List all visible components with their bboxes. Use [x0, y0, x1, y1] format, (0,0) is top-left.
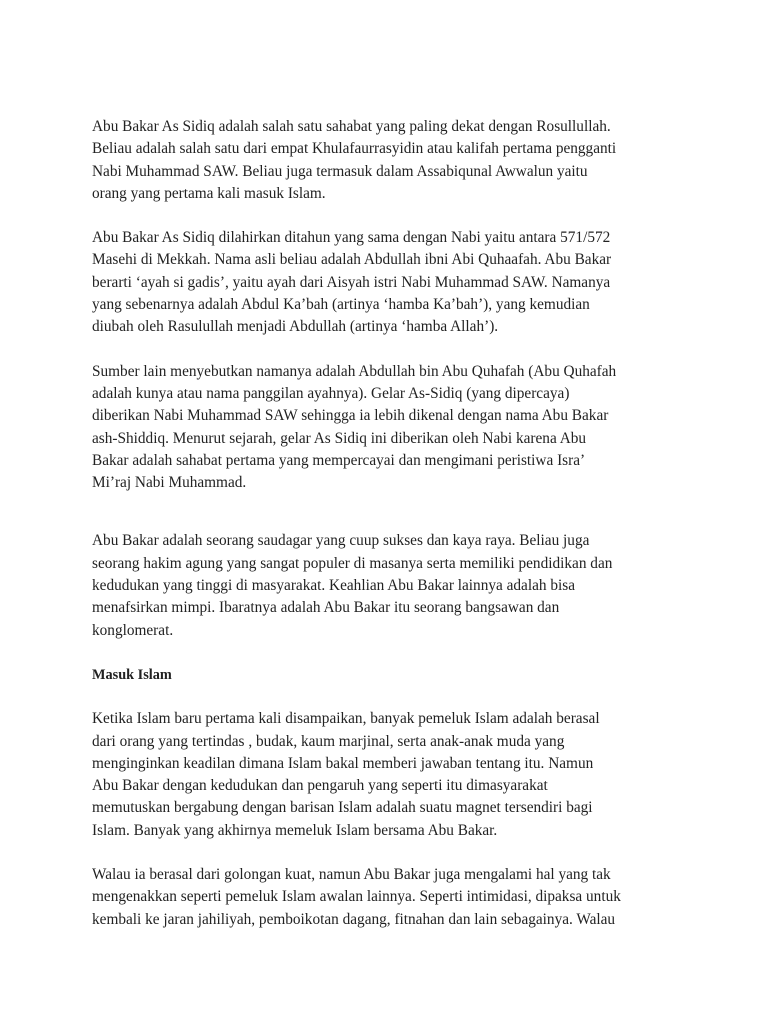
paragraph-line: Nabi Muhammad SAW. Beliau juga termasuk dalam Assabiqunal Awwalun yaitu	[92, 162, 588, 180]
paragraph-5	[92, 708, 712, 842]
paragraph-line: Masehi di Mekkah. Nama asli beliau adalah Abdullah ibni Abi Quhaafah. Abu Bakar	[92, 251, 612, 269]
paragraph-spacer	[92, 842, 712, 864]
paragraph-line: Ketika Islam baru pertama kali disampaikan, banyak pemeluk Islam adalah berasal	[92, 710, 600, 728]
paragraph-line: menafsirkan mimpi. Ibaratnya adalah Abu Bakar itu seorang bangsawan dan	[92, 599, 560, 617]
paragraph-1	[92, 116, 712, 205]
paragraph-line: Walau ia berasal dari golongan kuat, namun Abu Bakar juga mengalami hal yang tak	[92, 866, 611, 884]
paragraph-line: mengenakkan seperti pemeluk Islam awalan lainnya. Seperti intimidasi, dipaksa untuk	[92, 888, 621, 906]
section-heading	[92, 664, 712, 686]
paragraph-line: diubah oleh Rasulullah menjadi Abdullah (artinya ‘hamba Allah’).	[92, 318, 499, 336]
paragraph-line: kedudukan yang tinggi di masyarakat. Keahlian Abu Bakar lainnya adalah bisa	[92, 577, 575, 595]
paragraph-line: Mi’raj Nabi Muhammad.	[92, 474, 247, 492]
paragraph-spacer	[92, 494, 712, 530]
paragraph-line: Abu Bakar As Sidiq adalah salah satu sahabat yang paling dekat dengan Rosullullah.	[92, 118, 611, 135]
paragraph-line: memutuskan bergabung dengan barisan Islam adalah suatu magnet tersendiri bagi	[92, 799, 593, 817]
paragraph-4	[92, 530, 712, 641]
paragraph-6	[92, 864, 712, 931]
paragraph-line: Bakar adalah sahabat pertama yang mempercayai dan mengimani peristiwa Isra’	[92, 451, 586, 469]
paragraph-line: dari orang yang tertindas , budak, kaum marjinal, serta anak-anak muda yang	[92, 732, 565, 750]
paragraph-line: menginginkan keadilan dimana Islam bakal memberi jawaban tentang itu. Namun	[92, 754, 594, 772]
paragraph-line: Abu Bakar dengan kedudukan dan pengaruh yang seperti itu dimasyarakat	[92, 777, 548, 795]
paragraph-line: adalah kunya atau nama panggilan ayahnya). Gelar As-Sidiq (yang dipercaya)	[92, 384, 570, 402]
document-body	[92, 116, 712, 931]
paragraph-line: Abu Bakar As Sidiq dilahirkan ditahun yang sama dengan Nabi yaitu antara 571/572	[92, 229, 611, 247]
paragraph-line: seorang hakim agung yang sangat populer di masanya serta memiliki pendidikan dan	[92, 554, 613, 572]
paragraph-line: Abu Bakar adalah seorang saudagar yang cuup sukses dan kaya raya. Beliau juga	[92, 532, 590, 550]
paragraph-line: Sumber lain menyebutkan namanya adalah Abdullah bin Abu Quhafah (Abu Quhafah	[92, 362, 617, 380]
paragraph-line: yang sebenarnya adalah Abdul Ka’bah (artinya ‘hamba Ka’bah’), yang kemudian	[92, 296, 590, 314]
paragraph-3	[92, 361, 712, 495]
paragraph-2	[92, 227, 712, 338]
paragraph-line: Beliau adalah salah satu dari empat Khulafaurrasyidin atau kalifah pertama pengganti	[92, 140, 617, 158]
paragraph-line: Islam. Banyak yang akhirnya memeluk Islam bersama Abu Bakar.	[92, 821, 498, 839]
heading-text: Masuk Islam	[92, 666, 172, 683]
paragraph-spacer	[92, 642, 712, 664]
paragraph-line: berarti ‘ayah si gadis’, yaitu ayah dari Aisyah istri Nabi Muhammad SAW. Namanya	[92, 273, 611, 291]
paragraph-line: diberikan Nabi Muhammad SAW sehingga ia lebih dikenal dengan nama Abu Bakar	[92, 407, 609, 425]
paragraph-spacer	[92, 686, 712, 708]
paragraph-line: konglomerat.	[92, 621, 174, 639]
paragraph-line: kembali ke jaran jahiliyah, pemboikotan dagang, fitnahan dan lain sebagainya. Walau	[92, 910, 616, 928]
paragraph-spacer	[92, 339, 712, 361]
paragraph-spacer	[92, 205, 712, 227]
paragraph-line: orang yang pertama kali masuk Islam.	[92, 184, 326, 202]
paragraph-line: ash-Shiddiq. Menurut sejarah, gelar As Sidiq ini diberikan oleh Nabi karena Abu	[92, 429, 587, 447]
